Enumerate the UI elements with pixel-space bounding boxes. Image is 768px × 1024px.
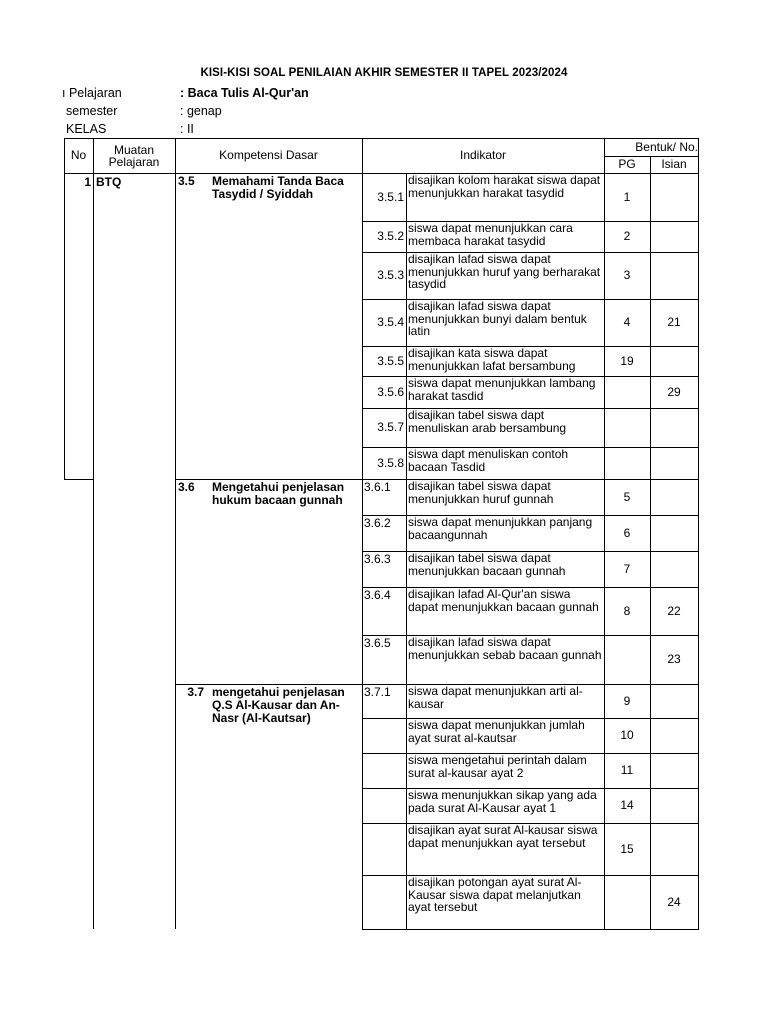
table-col-rule xyxy=(698,587,699,635)
header-kompetensi-dasar: Kompetensi Dasar xyxy=(219,148,318,162)
table-col-rule xyxy=(406,447,407,479)
pg-number: 1 xyxy=(623,189,631,204)
indikator-code: 3.7.1 xyxy=(364,685,391,699)
header-label-semester: semester xyxy=(66,104,118,118)
kd-code: 3.5 xyxy=(178,174,195,188)
indikator-text: disajikan kata siswa dapat menunjukkan lafat bersambung xyxy=(408,346,576,373)
isian-number xyxy=(650,753,698,788)
table-col-rule xyxy=(406,299,407,346)
table-col-rule xyxy=(406,551,407,587)
indikator-text: disajikan tabel siswa dapt menuliskan arab bersambung xyxy=(408,408,567,435)
page-title: KISI-KISI SOAL PENILAIAN AKHIR SEMESTER II TAPEL 2023/2024 xyxy=(200,67,568,79)
isian-number xyxy=(650,408,698,447)
header-value-kelas: : II xyxy=(180,122,194,136)
table-col-rule xyxy=(698,173,699,221)
table-col-rule xyxy=(698,823,699,875)
table-col-rule xyxy=(698,551,699,587)
indikator-code: 3.6.5 xyxy=(364,636,391,650)
pg-number: 4 xyxy=(623,315,631,329)
table-col-rule xyxy=(406,408,407,447)
indikator-text: disajikan lafad siswa dapat menunjukkan huruf yang berharakat tasydid xyxy=(408,252,601,291)
header-value-semester: : genap xyxy=(180,104,222,118)
isian-number xyxy=(650,718,698,753)
isian-number xyxy=(650,551,698,587)
isian-number xyxy=(650,173,698,221)
table-col-rule xyxy=(698,635,699,684)
pg-number: 2 xyxy=(623,229,631,243)
pg-number xyxy=(604,447,650,479)
indikator-text: disajikan lafad siswa dapat menunjukkan sebab bacaan gunnah xyxy=(408,635,602,662)
table-col-rule xyxy=(406,753,407,788)
pg-number xyxy=(604,408,650,447)
table-col-rule xyxy=(698,376,699,408)
muatan-cell: BTQ xyxy=(96,175,122,189)
header-no: No xyxy=(70,148,87,162)
indikator-text: siswa menunjukkan sikap yang ada pada surat Al-Kausar ayat 1 xyxy=(408,788,597,815)
pg-number xyxy=(604,635,650,684)
table-col-rule xyxy=(698,447,699,479)
header-value-mapel: : Baca Tulis Al-Qur'an xyxy=(180,86,309,100)
pg-number: 3 xyxy=(623,268,631,282)
header-pg: PG xyxy=(618,157,636,171)
table-col-rule xyxy=(406,635,407,684)
isian-number xyxy=(650,346,698,376)
isian-number xyxy=(650,684,698,718)
col-rule-muatan-right xyxy=(175,173,176,929)
header-label-mapel: ı Pelajaran xyxy=(62,86,122,100)
indikator-text: siswa dapat menunjukkan lambang harakat tasdid xyxy=(408,376,596,403)
row-number: 1 xyxy=(84,175,91,189)
indikator-code: 3.5.1 xyxy=(377,189,404,204)
isian-number: 24 xyxy=(667,894,681,909)
indikator-text: siswa dapat menunjukkan panjang bacaangunnah xyxy=(408,515,593,542)
isian-number xyxy=(650,447,698,479)
table-col-rule xyxy=(406,718,407,753)
header-label-kelas: KELAS xyxy=(66,122,107,136)
indikator-text: disajikan lafad siswa dapat menunjukkan bunyi dalam bentuk latin xyxy=(408,299,587,338)
table-col-rule xyxy=(698,684,699,718)
row-rule xyxy=(64,479,93,480)
indikator-code: 3.5.8 xyxy=(377,455,404,470)
table-col-rule xyxy=(698,221,699,252)
isian-number: 29 xyxy=(667,384,681,399)
table-col-rule xyxy=(698,408,699,447)
kd-text: mengetahui penjelasan Q.S Al-Kausar dan An-Nasr (Al-Kautsar) xyxy=(212,685,345,725)
pg-number: 5 xyxy=(623,489,631,504)
isian-number xyxy=(650,515,698,551)
table-col-rule xyxy=(406,823,407,875)
pg-number: 19 xyxy=(620,353,634,368)
isian-number xyxy=(650,823,698,875)
table-col-rule xyxy=(406,346,407,376)
pg-number: 9 xyxy=(623,693,631,708)
header-indikator: Indikator xyxy=(459,148,507,162)
table-col-rule xyxy=(698,875,699,929)
pg-number: 6 xyxy=(623,525,631,540)
isian-number xyxy=(650,479,698,515)
indikator-text: disajikan kolom harakat siswa dapat menunjukkan harakat tasydid xyxy=(408,173,601,200)
indikator-code: 3.5.7 xyxy=(377,420,404,434)
header-bentuk: Bentuk/ No. xyxy=(635,139,698,154)
indikator-code: 3.5.3 xyxy=(377,268,404,282)
table-col-rule xyxy=(698,718,699,753)
pg-number xyxy=(604,376,650,408)
kd-code: 3.6 xyxy=(178,480,195,494)
indikator-text: siswa dapat menunjukkan cara membaca harakat tasydid xyxy=(408,221,573,248)
indikator-code: 3.6.1 xyxy=(364,480,391,494)
indikator-code: 3.5.2 xyxy=(377,229,404,243)
indikator-text: siswa dapat menunjukkan arti al-kausar xyxy=(408,684,583,711)
header-isian: Isian xyxy=(661,157,687,171)
table-col-rule xyxy=(698,515,699,551)
table-col-rule xyxy=(698,479,699,515)
pg-number: 14 xyxy=(620,798,634,812)
kd-code: 3.7 xyxy=(187,685,204,699)
indikator-text: disajikan ayat surat Al-kausar siswa dapat menunjukkan ayat tersebut xyxy=(408,823,598,850)
isian-number xyxy=(650,252,698,299)
indikator-code: 3.5.6 xyxy=(377,384,404,399)
pg-number: 8 xyxy=(623,603,631,618)
col-rule-no-left xyxy=(64,173,65,479)
isian-number: 21 xyxy=(667,315,681,329)
table-col-rule xyxy=(406,252,407,299)
isian-number xyxy=(650,788,698,823)
pg-number xyxy=(604,875,650,929)
indikator-code: 3.5.4 xyxy=(377,315,404,329)
isian-number: 23 xyxy=(667,652,681,666)
table-col-rule xyxy=(698,299,699,346)
table-col-rule xyxy=(406,587,407,635)
pg-number: 15 xyxy=(620,841,634,856)
table-col-rule xyxy=(698,346,699,376)
isian-number xyxy=(650,221,698,252)
pg-number: 7 xyxy=(623,561,631,576)
indikator-text: siswa mengetahui perintah dalam surat al-kausar ayat 2 xyxy=(408,753,587,780)
kd-text: Memahami Tanda Baca Tasydid / Syiddah xyxy=(212,174,344,201)
indikator-text: siswa dapat menunjukkan jumlah ayat surat al-kautsar xyxy=(408,718,585,745)
table-col-rule xyxy=(406,221,407,252)
table-col-rule xyxy=(406,479,407,515)
col-rule-no-right xyxy=(93,173,94,929)
table-col-rule xyxy=(406,684,407,718)
table-row-rule xyxy=(362,929,699,930)
pg-number: 11 xyxy=(620,763,634,777)
indikator-text: disajikan lafad Al-Qur'an siswa dapat menunjukkan bacaan gunnah xyxy=(408,587,599,614)
table-col-rule xyxy=(698,252,699,299)
indikator-text: disajikan tabel siswa dapat menunjukkan bacaan gunnah xyxy=(408,551,566,578)
table-col-rule xyxy=(406,376,407,408)
indikator-code: 3.6.2 xyxy=(364,516,391,530)
table-col-rule xyxy=(406,515,407,551)
table-col-rule xyxy=(406,173,407,221)
table-col-rule xyxy=(698,788,699,823)
indikator-text: siswa dapt menuliskan contoh bacaan Tasdid xyxy=(408,447,569,474)
indikator-code: 3.6.4 xyxy=(364,588,391,602)
kd-text: Mengetahui penjelasan hukum bacaan gunnah xyxy=(212,480,345,507)
header-muatan: Muatan Pelajaran xyxy=(108,142,160,169)
indikator-code: 3.6.3 xyxy=(364,552,391,566)
indikator-text: disajikan tabel siswa dapat menunjukkan huruf gunnah xyxy=(408,479,554,506)
table-col-rule xyxy=(406,875,407,929)
table-col-rule xyxy=(698,753,699,788)
isian-number: 22 xyxy=(667,603,681,618)
indikator-code: 3.5.5 xyxy=(377,353,404,368)
table-col-rule xyxy=(406,788,407,823)
pg-number: 10 xyxy=(620,728,634,742)
indikator-text: disajikan potongan ayat surat Al-Kausar siswa dapat melanjutkan ayat tersebut xyxy=(408,875,582,914)
